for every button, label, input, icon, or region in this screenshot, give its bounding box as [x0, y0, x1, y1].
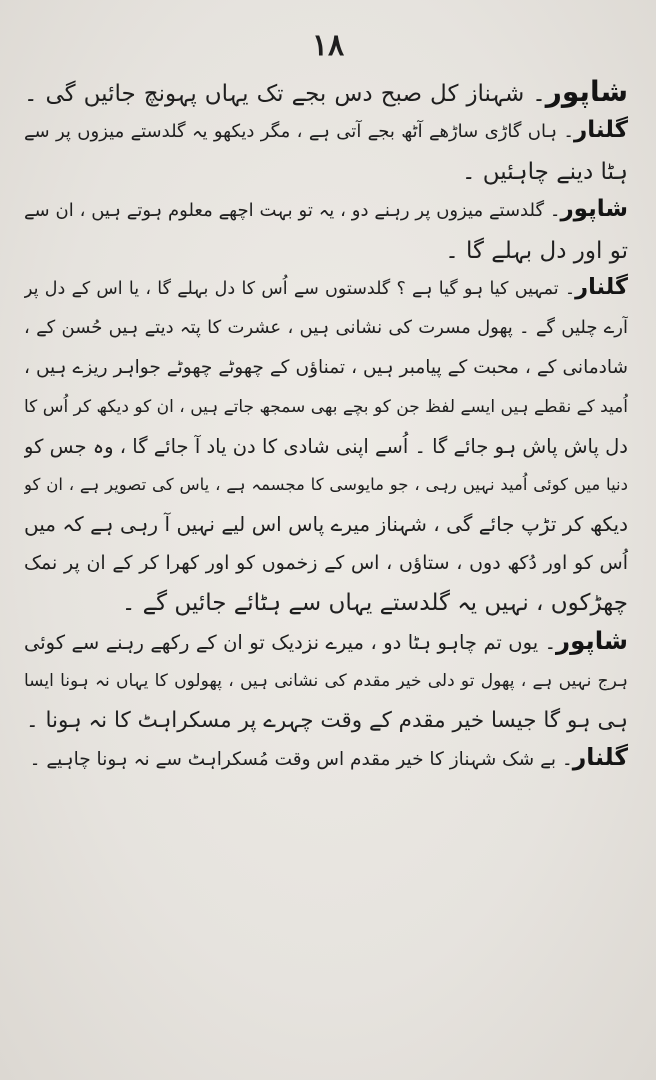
text-line	[24, 268, 628, 307]
speaker-name: شاپور	[560, 195, 628, 222]
line-text: اُس کو اور دُکھ دوں ، ستاؤں ، اس کے زخموں کو اور کھرا کر کے ان پر نمک	[24, 552, 628, 575]
line-text: ہی ہو گا جیسا خیر مقدم کے وقت چہرے پر مسکراہٹ کا نہ ہونا ۔	[26, 708, 628, 733]
text-line	[24, 307, 628, 346]
line-text: شادمانی کے ، محبت کے پیامبر ہیں ، تمناؤں کے چھوٹے چھوٹے جواہر ریزے ہیں ،	[24, 357, 628, 379]
line-text: اُمید کے نقطے ہیں ایسے لفظ جن کو بچے بھی سمجھ جاتے ہیں ، ان کو دیکھ کر اُس کا	[24, 396, 628, 417]
speaker-name: شاپور	[545, 75, 628, 108]
speaker-name: گلنار	[573, 117, 628, 144]
line-text: ۔ ہاں گاڑی ساڑھے آٹھ بجے آتی ہے ، مگر دیکھو یہ گلدستے میزوں پر سے	[24, 121, 574, 143]
text-line	[24, 111, 628, 150]
text-line	[24, 190, 628, 229]
line-text: آرے چلیں گے ۔ پھول مسرت کی نشانی ہیں ، عشرت کا پتہ دیتے ہیں حُسن کے ،	[24, 317, 628, 339]
line-text: ۔ شہناز کل صبح دس بجے تک یہاں پہونچ جائیں گی ۔	[24, 81, 546, 107]
text-line	[24, 503, 628, 542]
line-text: ۔ یوں تم چاہو ہٹا دو ، میرے نزدیک تو ان کے رکھے رہنے سے کوئی	[24, 630, 557, 654]
line-text: دیکھ کر تڑپ جائے گی ، شہناز میرے پاس اس لیے نہیں آ رہی ہے کہ میں	[24, 512, 628, 537]
line-text: ۔ گلدستے میزوں پر رہنے دو ، یہ تو بہت اچھے معلوم ہوتے ہیں ، ان سے	[24, 199, 561, 221]
text-line	[24, 699, 628, 738]
line-text: دل پاش پاش ہو جائے گا ۔ اُسے اپنی شادی کا دن یاد آ جائے گا ، وہ جس کو	[24, 434, 628, 458]
text-line	[24, 621, 628, 660]
text-line	[24, 581, 628, 620]
line-text: ہرج نہیں ہے ، پھول تو دلی خیر مقدم کی نشانی ہیں ، پھولوں کا یہاں نہ ہونا ایسا	[24, 670, 628, 691]
text-block	[24, 72, 628, 777]
text-line	[24, 72, 628, 111]
line-text: چھڑکوں ، نہیں یہ گلدستے یہاں سے ہٹائے جائیں گے ۔	[121, 590, 628, 617]
text-line	[24, 738, 628, 777]
text-line	[24, 542, 628, 581]
text-line	[24, 660, 628, 699]
speaker-name: شاپور	[556, 625, 628, 655]
text-line	[24, 150, 628, 189]
text-line	[24, 464, 628, 503]
speaker-name: گلنار	[572, 743, 628, 772]
page-number: ۱۸	[311, 28, 345, 63]
line-text: ہٹا دینے چاہئیں ۔	[462, 159, 628, 186]
text-line	[24, 229, 628, 268]
line-text: ۔ تمہیں کیا ہو گیا ہے ؟ گلدستوں سے اُس کا دل بہلے گا ، یا اس کے دل پر	[24, 278, 576, 299]
text-line	[24, 425, 628, 464]
speaker-name: گلنار	[575, 273, 628, 300]
line-text: دنیا میں کوئی اُمید نہیں رہی ، جو مایوسی کا مجسمہ ہے ، یاس کی تصویر ہے ، ان کو	[24, 474, 628, 494]
line-text: تو اور دل بہلے گا ۔	[445, 237, 628, 264]
text-line	[24, 346, 628, 385]
text-line	[24, 386, 628, 425]
line-text: ۔ بے شک شہناز کا خیر مقدم اس وقت مُسکراہٹ سے نہ ہونا چاہیے ۔	[29, 749, 573, 771]
